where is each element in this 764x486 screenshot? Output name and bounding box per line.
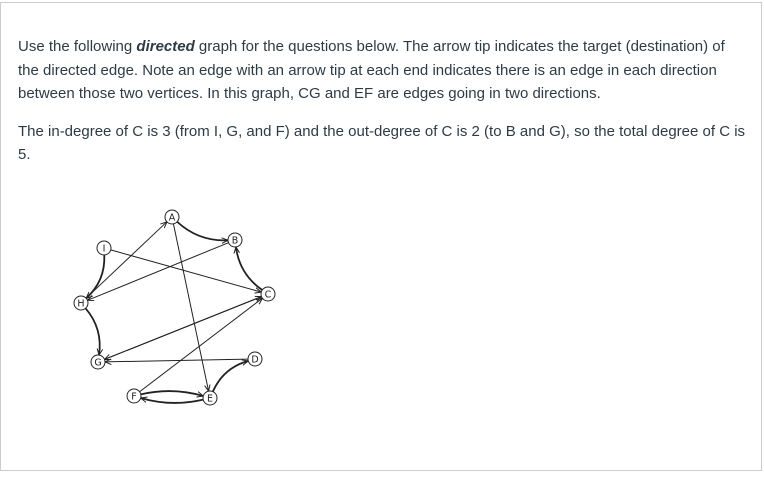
- vertex-g: [91, 355, 105, 369]
- edge-e-to-f: [141, 398, 203, 403]
- edge-h-to-a: [86, 222, 167, 298]
- instructions-text-end: graph for the questions below. The arrow tip indicates the target (destination) of the directed edge. Note an edge with an arrow tip at each end indicates there is an edge in each direction between those two vertices. In this graph, CG and EF are edges going in two directions.: [18, 38, 725, 102]
- edge-h-to-g: [86, 308, 100, 355]
- edge-a-to-b: [177, 222, 228, 241]
- vertex-c: [261, 287, 275, 301]
- edge-g-to-c: [104, 297, 261, 360]
- directed-emphasis: directed: [136, 38, 195, 55]
- vertex-i: [97, 241, 111, 255]
- directed-graph-figure: [71, 203, 291, 413]
- edge-e-to-d: [213, 361, 248, 392]
- vertex-label: D: [251, 354, 259, 366]
- vertex-h: [74, 296, 88, 310]
- degree-example-paragraph: The in-degree of C is 3 (from I, G, and F) and the out-degree of C is 2 (to B and G), so the total degree of C is 5.: [18, 122, 746, 163]
- edge-d-to-g: [105, 359, 248, 362]
- vertex-label: E: [206, 393, 214, 405]
- question-text: [18, 35, 748, 167]
- vertex-b: [228, 233, 242, 247]
- vertex-label: I: [102, 243, 106, 255]
- edge-f-to-e: [141, 391, 203, 396]
- vertex-a: [165, 210, 179, 224]
- edge-i-to-h: [86, 255, 104, 298]
- edge-f-to-c: [140, 298, 263, 392]
- graph-edges: [86, 222, 263, 403]
- vertex-label: F: [131, 391, 137, 403]
- vertex-e: [203, 391, 217, 405]
- edge-c-to-b: [236, 247, 262, 290]
- vertex-label: G: [94, 357, 102, 369]
- instructions-text-start: Use the following: [18, 38, 137, 55]
- vertex-label: A: [168, 212, 176, 224]
- vertex-f: [127, 389, 141, 403]
- vertex-label: H: [77, 298, 85, 310]
- question-panel: [0, 2, 762, 471]
- edge-a-to-e: [173, 224, 208, 391]
- vertex-label: C: [264, 289, 272, 301]
- vertex-label: B: [231, 235, 239, 247]
- vertex-d: [248, 352, 262, 366]
- graph-vertices: [74, 210, 275, 405]
- instructions-paragraph: [18, 35, 748, 106]
